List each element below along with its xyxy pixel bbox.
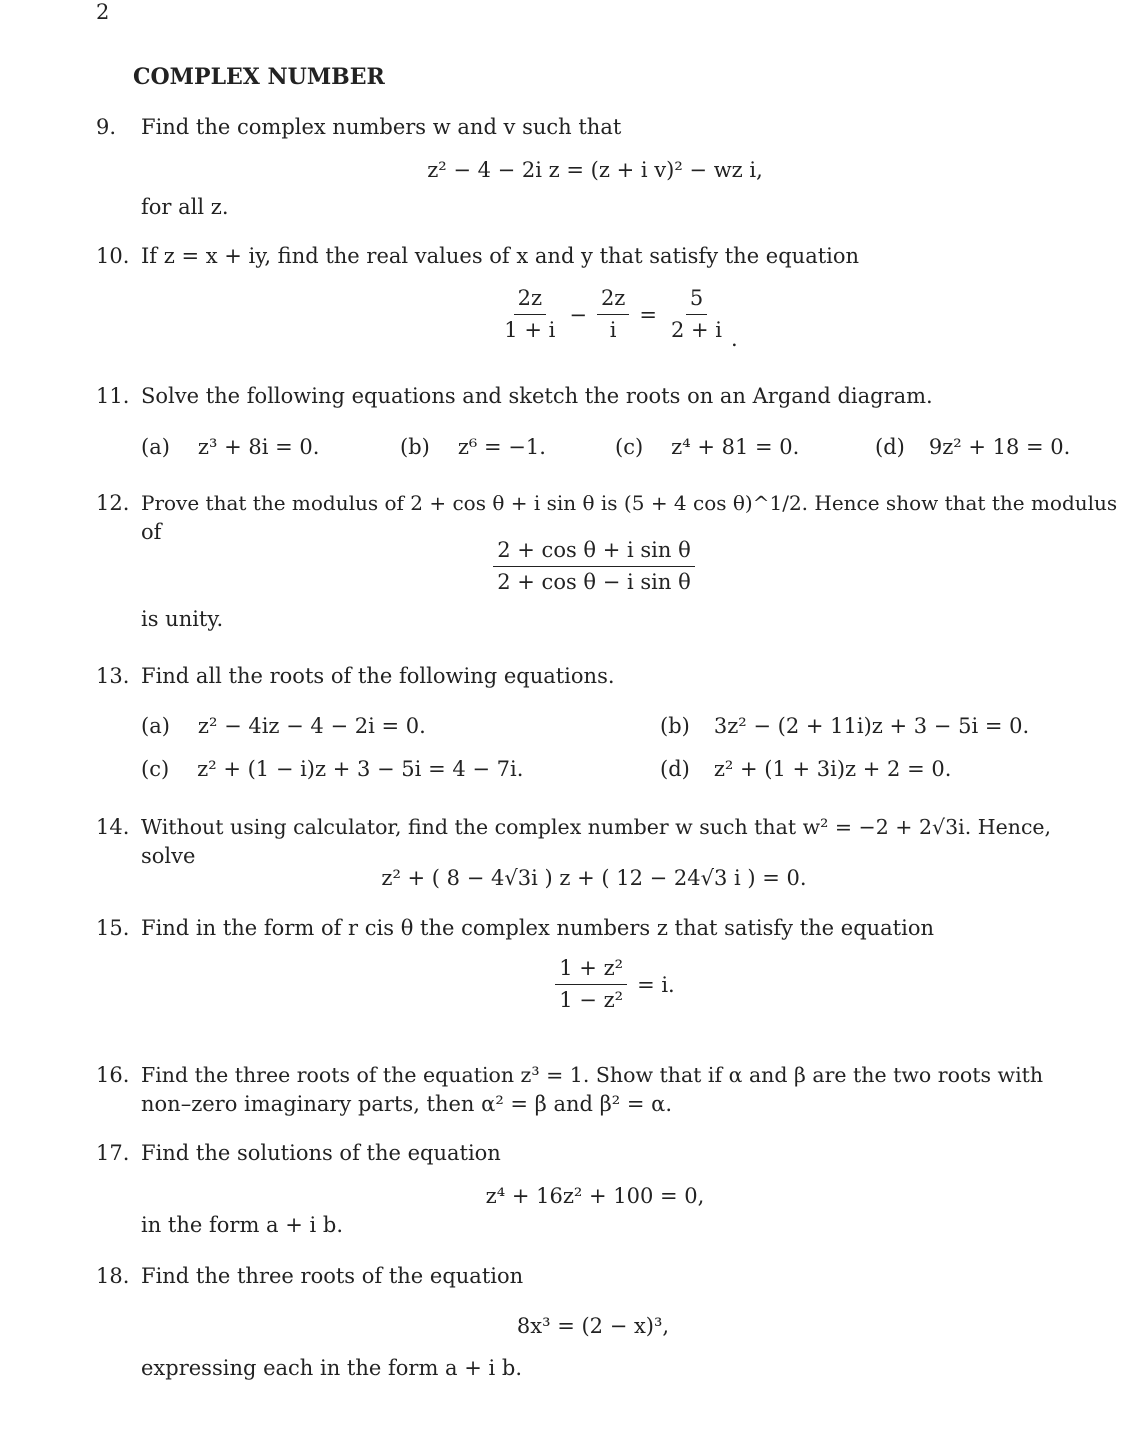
q12-line1: Prove that the modulus of 2 + cos θ + i sin θ is (5 + 4 cos θ)^1/2. Hence show that the modulus	[141, 491, 1118, 515]
q13-part-a	[141, 714, 426, 738]
q10-f2-denominator: i	[609, 318, 617, 343]
q12-numerator: 2 + cos θ + i sin θ	[493, 538, 694, 567]
q15-fraction	[555, 956, 627, 1013]
q17-after: in the form a + i b.	[141, 1213, 344, 1237]
q18-number: 18.	[96, 1264, 130, 1288]
q17-number: 17.	[96, 1141, 130, 1165]
q13-a-label: (a)	[141, 714, 170, 738]
q18-equation: 8x³ = (2 − x)³,	[516, 1314, 670, 1338]
q13-text: Find all the roots of the following equations.	[141, 664, 615, 688]
q13-b-label: (b)	[660, 714, 690, 738]
q11-part-b	[400, 435, 546, 459]
q11-c-label: (c)	[615, 435, 644, 459]
q10-f1-denominator: 1 + i	[504, 318, 556, 343]
q10-text: If z = x + iy, find the real values of x and y that satisfy the equation	[141, 244, 860, 268]
q11-d-label: (d)	[875, 435, 905, 459]
q16-line2: non–zero imaginary parts, then α² = β and β² = α.	[141, 1092, 673, 1116]
q9-text: Find the complex numbers w and v such that	[141, 115, 622, 139]
q10-number: 10.	[96, 244, 130, 268]
q9-number: 9.	[96, 115, 117, 139]
page-number: 2	[96, 0, 110, 24]
q11-text: Solve the following equations and sketch the roots on an Argand diagram.	[141, 384, 933, 408]
q15-rhs: = i.	[637, 972, 675, 997]
q18-after: expressing each in the form a + i b.	[141, 1356, 523, 1380]
q11-part-c	[615, 435, 799, 459]
q10-fraction-1	[500, 286, 559, 343]
q12-fraction	[493, 538, 694, 595]
q13-number: 13.	[96, 664, 130, 688]
q12-line2: of	[141, 520, 162, 544]
q13-d-equation: z² + (1 + 3i)z + 2 = 0.	[713, 757, 952, 781]
q17-equation-wrap	[0, 1184, 1146, 1208]
q13-part-c	[141, 757, 523, 781]
q10-f3-denominator: 2 + i	[670, 318, 723, 343]
q10-f2-numerator: 2z	[597, 286, 629, 315]
q18-text: Find the three roots of the equation	[141, 1264, 524, 1288]
q14-line2: solve	[141, 844, 196, 868]
q17-equation: z⁴ + 16z² + 100 = 0,	[485, 1184, 705, 1208]
q17-text: Find the solutions of the equation	[141, 1141, 501, 1165]
q13-b-equation: 3z² − (2 + 11i)z + 3 − 5i = 0.	[713, 714, 1030, 738]
q13-d-label: (d)	[660, 757, 690, 781]
q11-a-label: (a)	[141, 435, 170, 459]
q15-equation	[0, 956, 1146, 1013]
q13-part-b	[660, 714, 1029, 738]
q15-denominator: 1 − z²	[559, 988, 624, 1013]
q11-b-label: (b)	[400, 435, 430, 459]
q14-number: 14.	[96, 815, 130, 839]
q10-equals: =	[639, 302, 657, 327]
q12-fraction-wrap	[0, 538, 1146, 595]
q10-fraction-2	[597, 286, 629, 343]
page-title: COMPLEX NUMBER	[133, 64, 385, 90]
q9-after: for all z.	[141, 195, 229, 219]
q11-c-equation: z⁴ + 81 = 0.	[671, 435, 800, 459]
q11-a-equation: z³ + 8i = 0.	[197, 435, 320, 459]
q9-equation: z² − 4 − 2i z = (z + i v)² − wz i,	[427, 158, 763, 182]
q11-part-a	[141, 435, 319, 459]
q12-number: 12.	[96, 491, 130, 515]
q10-f1-numerator: 2z	[514, 286, 546, 315]
q13-part-d	[660, 757, 951, 781]
q10-f3-numerator: 5	[686, 286, 707, 315]
q11-part-d	[875, 435, 1070, 459]
q9-equation-wrap	[0, 158, 1146, 182]
q11-d-equation: 9z² + 18 = 0.	[928, 435, 1071, 459]
q12-denominator: 2 + cos θ − i sin θ	[497, 570, 691, 595]
q14-equation-wrap	[0, 866, 1146, 890]
q12-after: is unity.	[141, 607, 224, 631]
q13-c-label: (c)	[141, 757, 170, 781]
q10-period: .	[731, 327, 738, 352]
q11-b-equation: z⁶ = −1.	[457, 435, 546, 459]
q15-number: 15.	[96, 916, 130, 940]
q13-c-equation: z² + (1 − i)z + 3 − 5i = 4 − 7i.	[197, 757, 524, 781]
q10-equation	[0, 286, 1146, 351]
q15-text: Find in the form of r cis θ the complex numbers z that satisfy the equation	[141, 916, 935, 940]
q10-minus: −	[569, 302, 587, 327]
q16-number: 16.	[96, 1063, 130, 1087]
q11-number: 11.	[96, 384, 130, 408]
q14-equation: z² + ( 8 − 4√3i ) z + ( 12 − 24√3 i ) = 0.	[381, 866, 807, 890]
q13-a-equation: z² − 4iz − 4 − 2i = 0.	[197, 714, 426, 738]
q14-line1: Without using calculator, find the complex number w such that w² = −2 + 2√3i. Hence,	[141, 815, 1052, 839]
q16-line1: Find the three roots of the equation z³ = 1. Show that if α and β are the two roots with	[141, 1063, 1044, 1087]
q15-numerator: 1 + z²	[555, 956, 627, 985]
q18-equation-wrap	[0, 1314, 1146, 1338]
q10-fraction-3	[667, 286, 726, 343]
